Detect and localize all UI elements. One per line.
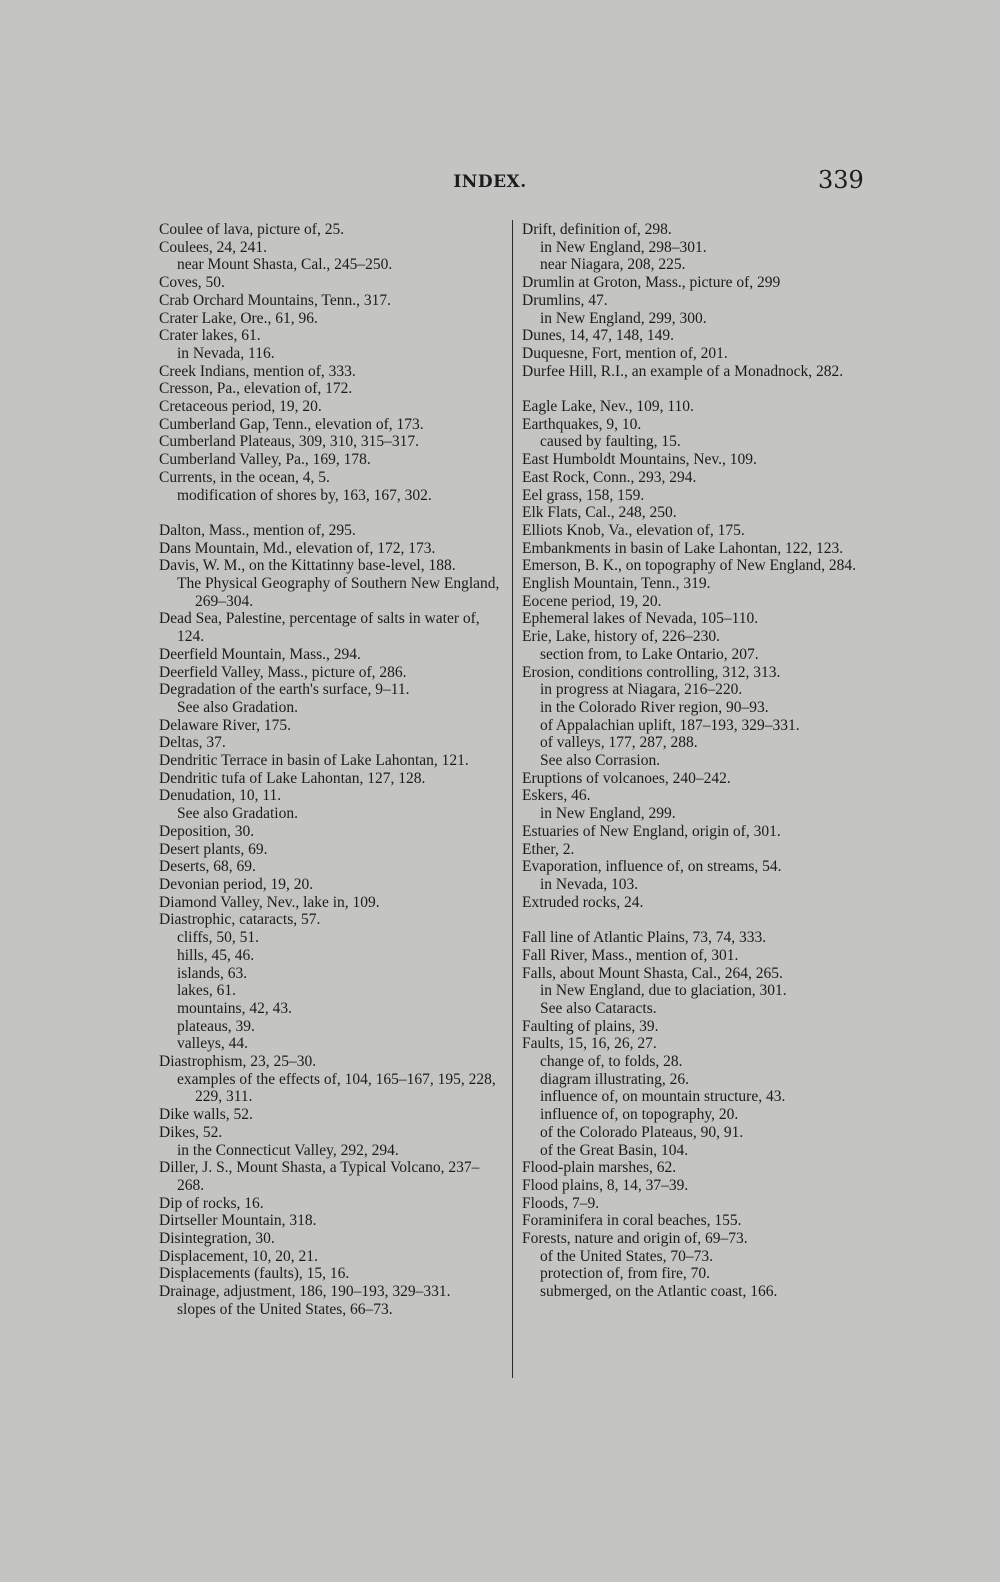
index-entry: Deerfield Valley, Mass., picture of, 286.	[159, 663, 407, 681]
index-entry: Durfee Hill, R.I., an example of a Monadnock, 282.	[522, 362, 844, 380]
index-entry: Flood plains, 8, 14, 37–39.	[522, 1176, 689, 1194]
index-entry: Cresson, Pa., elevation of, 172.	[159, 380, 353, 398]
index-entry: Embankments in basin of Lake Lahontan, 122, 123.	[522, 539, 844, 557]
index-entry: Displacement, 10, 20, 21.	[159, 1247, 318, 1265]
index-entry: Coulee of lava, picture of, 25.	[159, 221, 345, 238]
index-entry: Desert plants, 69.	[159, 840, 268, 858]
index-entry: Drainage, adjustment, 186, 190–193, 329–331.	[159, 1283, 451, 1301]
index-subentry: in Nevada, 103.	[540, 876, 639, 893]
index-entry: Disintegration, 30.	[159, 1230, 275, 1248]
index-subentry: section from, to Lake Ontario, 207.	[540, 645, 759, 663]
index-subentry: See also Corrasion.	[540, 752, 661, 770]
index-entry: Displacements (faults), 15, 16.	[159, 1265, 350, 1283]
index-subentry: of the United States, 70–73.	[540, 1247, 714, 1265]
index-entry: Erosion, conditions controlling, 312, 313.	[522, 663, 781, 681]
index-entry: Evaporation, influence of, on streams, 54.	[522, 858, 782, 876]
index-entry: Dunes, 14, 47, 148, 149.	[522, 327, 674, 345]
index-subentry: in the Connecticut Valley, 292, 294.	[177, 1141, 399, 1159]
index-subentry: modification of shores by, 163, 167, 302.	[177, 486, 432, 504]
index-entry: Dikes, 52.	[159, 1123, 223, 1141]
index-entry: Ephemeral lakes of Nevada, 105–110.	[522, 610, 759, 628]
index-entry: Cretaceous period, 19, 20.	[159, 398, 322, 416]
index-entry: Falls, about Mount Shasta, Cal., 264, 265.	[522, 964, 783, 982]
index-subentry: change of, to folds, 28.	[540, 1053, 683, 1071]
index-entry: Ether, 2.	[522, 840, 575, 858]
index-entry: Dip of rocks, 16.	[159, 1194, 264, 1212]
index-entry: Foraminifera in coral beaches, 155.	[522, 1212, 742, 1230]
index-entry: Currents, in the ocean, 4, 5.	[159, 468, 330, 486]
index-entry: Deerfield Mountain, Mass., 294.	[159, 645, 361, 663]
index-column-right	[522, 221, 867, 1301]
index-entry: Dans Mountain, Md., elevation of, 172, 173.	[159, 539, 436, 557]
index-subentry: near Mount Shasta, Cal., 245–250.	[177, 256, 393, 274]
column-divider	[512, 220, 513, 1378]
index-entry: Degradation of the earth's surface, 9–11.	[159, 681, 410, 699]
index-subentry: See also Gradation.	[177, 698, 298, 716]
index-subentry: See also Cataracts.	[540, 999, 657, 1017]
index-entry: Dead Sea, Palestine, percentage of salts in water of, 124.	[159, 610, 480, 646]
index-entry: Fall River, Mass., mention of, 301.	[522, 946, 739, 964]
index-subentry: hills, 45, 46.	[177, 946, 255, 964]
index-entry: Deltas, 37.	[159, 734, 226, 752]
index-entry: Crab Orchard Mountains, Tenn., 317.	[159, 291, 391, 309]
index-entry: Eagle Lake, Nev., 109, 110.	[522, 398, 694, 416]
index-column-left	[159, 221, 504, 1319]
index-entry: Deposition, 30.	[159, 822, 255, 840]
index-subentry: in the Colorado River region, 90–93.	[540, 698, 769, 716]
index-subentry: in progress at Niagara, 216–220.	[540, 681, 743, 699]
index-entry: Dalton, Mass., mention of, 295.	[159, 521, 356, 539]
index-entry: Estuaries of New England, origin of, 301.	[522, 822, 781, 840]
index-subentry: examples of the effects of, 104, 165–167, 195, 228, 229, 311.	[177, 1070, 496, 1106]
index-entry: Diamond Valley, Nev., lake in, 109.	[159, 893, 380, 911]
index-entry: Duquesne, Fort, mention of, 201.	[522, 344, 728, 362]
index-entry: English Mountain, Tenn., 319.	[522, 575, 711, 593]
index-entry: Diller, J. S., Mount Shasta, a Typical Volcano, 237–268.	[159, 1159, 480, 1194]
index-entry: Erie, Lake, history of, 226–230.	[522, 628, 721, 646]
index-subentry: in Nevada, 116.	[177, 344, 275, 362]
index-entry: Devonian period, 19, 20.	[159, 876, 314, 893]
index-entry: East Rock, Conn., 293, 294.	[522, 468, 697, 486]
index-entry: Faults, 15, 16, 26, 27.	[522, 1035, 657, 1053]
index-entry: Eruptions of volcanoes, 240–242.	[522, 769, 731, 787]
index-subentry: mountains, 42, 43.	[177, 999, 292, 1017]
index-entry: Extruded rocks, 24.	[522, 893, 644, 911]
index-subentry: islands, 63.	[177, 964, 248, 982]
index-subentry: in New England, due to glaciation, 301.	[540, 982, 787, 1000]
index-entry: Diastrophic, cataracts, 57.	[159, 911, 321, 929]
index-entry: Delaware River, 175.	[159, 716, 291, 734]
index-entry: Eel grass, 158, 159.	[522, 486, 645, 504]
index-subentry: of Appalachian uplift, 187–193, 329–331.	[540, 716, 800, 734]
index-subentry: in New England, 299, 300.	[540, 309, 707, 327]
index-subentry: of valleys, 177, 287, 288.	[540, 734, 698, 752]
index-subentry: caused by faulting, 15.	[540, 433, 681, 451]
index-entry: Diastrophism, 23, 25–30.	[159, 1053, 317, 1071]
index-entry: Drumlin at Groton, Mass., picture of, 299	[522, 274, 781, 292]
running-header: INDEX.	[453, 172, 527, 192]
index-entry: Eocene period, 19, 20.	[522, 592, 662, 610]
index-entry: Coulees, 24, 241.	[159, 238, 268, 256]
index-entry: Forests, nature and origin of, 69–73.	[522, 1230, 748, 1248]
index-entry: Cumberland Valley, Pa., 169, 178.	[159, 451, 371, 469]
index-subentry: of the Colorado Plateaus, 90, 91.	[540, 1123, 744, 1141]
index-subentry: See also Gradation.	[177, 805, 298, 823]
index-entry: Denudation, 10, 11.	[159, 787, 282, 805]
index-subentry: cliffs, 50, 51.	[177, 929, 259, 947]
index-entry: East Humboldt Mountains, Nev., 109.	[522, 451, 757, 469]
index-entry: Drumlins, 47.	[522, 291, 608, 309]
index-entry: Crater lakes, 61.	[159, 327, 261, 345]
index-subentry: diagram illustrating, 26.	[540, 1070, 689, 1088]
index-entry: Faulting of plains, 39.	[522, 1017, 659, 1035]
index-subentry: slopes of the United States, 66–73.	[177, 1300, 393, 1318]
index-entry: Creek Indians, mention of, 333.	[159, 362, 356, 380]
index-entry: Eskers, 46.	[522, 787, 591, 805]
index-entry: Cumberland Gap, Tenn., elevation of, 173.	[159, 415, 424, 433]
index-subentry: plateaus, 39.	[177, 1017, 255, 1035]
index-subentry: near Niagara, 208, 225.	[540, 256, 686, 274]
index-entry: Coves, 50.	[159, 274, 225, 292]
index-entry: Cumberland Plateaus, 309, 310, 315–317.	[159, 433, 420, 451]
index-subentry: lakes, 61.	[177, 982, 236, 1000]
index-subentry: submerged, on the Atlantic coast, 166.	[540, 1283, 778, 1301]
index-entry: Dike walls, 52.	[159, 1106, 253, 1124]
index-subentry: influence of, on mountain structure, 43.	[540, 1088, 786, 1106]
index-entry: Elliots Knob, Va., elevation of, 175.	[522, 521, 745, 539]
index-subentry: in New England, 299.	[540, 805, 676, 823]
index-subentry: in New England, 298–301.	[540, 238, 707, 256]
index-subentry: of the Great Basin, 104.	[540, 1141, 689, 1159]
page-number: 339	[818, 166, 864, 194]
index-entry: Emerson, B. K., on topography of New England, 284.	[522, 557, 857, 575]
index-entry: Deserts, 68, 69.	[159, 858, 256, 876]
index-entry: Drift, definition of, 298.	[522, 221, 672, 238]
index-entry: Elk Flats, Cal., 248, 250.	[522, 504, 677, 522]
index-entry: Crater Lake, Ore., 61, 96.	[159, 309, 318, 327]
index-entry: Davis, W. M., on the Kittatinny base-level, 188.	[159, 557, 456, 575]
index-entry: Earthquakes, 9, 10.	[522, 415, 642, 433]
index-entry: Fall line of Atlantic Plains, 73, 74, 333.	[522, 929, 767, 947]
index-subentry: valleys, 44.	[177, 1035, 249, 1053]
index-subentry: influence of, on topography, 20.	[540, 1106, 739, 1124]
index-entry: Dendritic tufa of Lake Lahontan, 127, 128.	[159, 769, 426, 787]
index-subentry: protection of, from fire, 70.	[540, 1265, 711, 1283]
index-subentry: The Physical Geography of Southern New England, 269–304.	[177, 575, 500, 610]
index-entry: Floods, 7–9.	[522, 1194, 600, 1212]
index-entry: Flood-plain marshes, 62.	[522, 1159, 677, 1177]
index-entry: Dirtseller Mountain, 318.	[159, 1212, 317, 1230]
index-entry: Dendritic Terrace in basin of Lake Lahontan, 121.	[159, 752, 469, 770]
